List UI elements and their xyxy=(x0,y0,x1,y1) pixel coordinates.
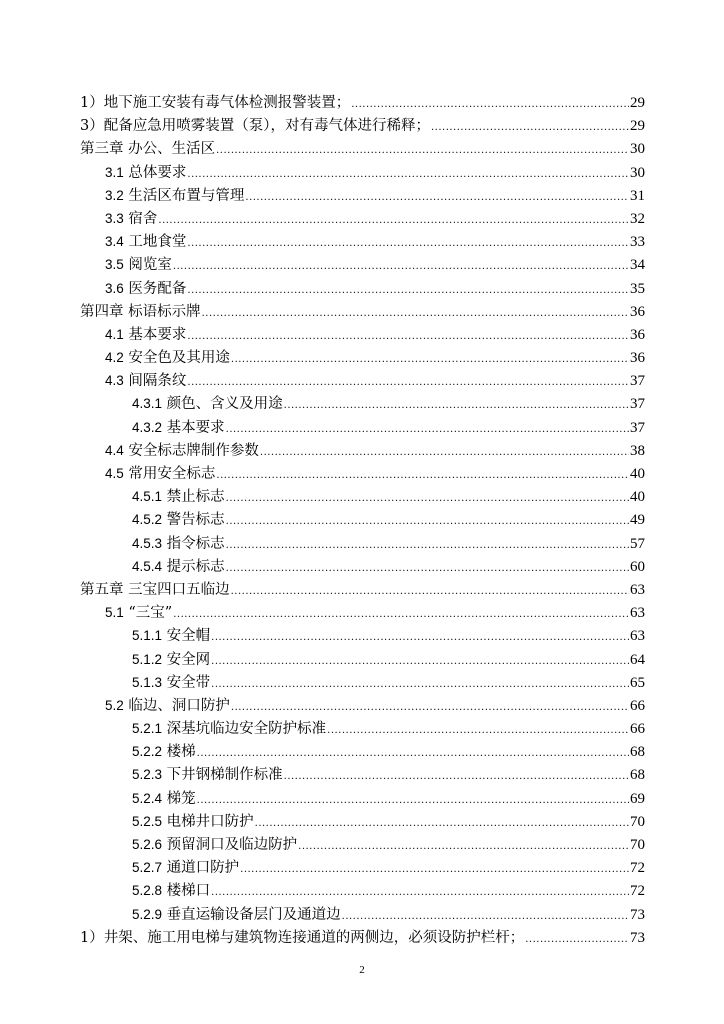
toc-entry-text: 安全带 xyxy=(166,674,211,691)
toc-entry-title xyxy=(132,740,196,761)
toc-entry-text: 基本要求 xyxy=(128,326,187,343)
dot-leader xyxy=(211,679,629,690)
toc-entry[interactable] xyxy=(80,369,645,392)
toc-entry-text: 第四章 标语标示牌 xyxy=(80,303,201,320)
dot-leader xyxy=(158,215,629,226)
dot-leader xyxy=(226,540,629,551)
toc-entry-page: 68 xyxy=(630,767,645,784)
toc-entry-title xyxy=(80,578,230,599)
dot-leader xyxy=(284,400,629,411)
toc-entry[interactable] xyxy=(80,416,645,439)
toc-entry-title xyxy=(132,833,297,854)
toc-entry[interactable] xyxy=(80,91,645,114)
toc-entry-number: 4.5.1 xyxy=(132,489,163,505)
toc-entry[interactable] xyxy=(80,694,645,717)
toc-entry-title xyxy=(132,532,225,553)
toc-entry-title xyxy=(132,485,225,506)
toc-entry-page: 30 xyxy=(630,141,645,158)
toc-entry[interactable] xyxy=(80,137,645,160)
toc-entry-number: 3.6 xyxy=(105,280,124,296)
dot-leader xyxy=(284,771,629,782)
dot-leader xyxy=(231,702,629,713)
dot-leader xyxy=(211,632,629,643)
toc-entry-page: 33 xyxy=(630,234,645,251)
toc-entry-title xyxy=(80,137,215,158)
toc-entry[interactable] xyxy=(80,346,645,369)
toc-entry-number: 4.3.2 xyxy=(132,419,163,435)
toc-entry[interactable] xyxy=(80,879,645,902)
toc-entry-title xyxy=(80,300,201,321)
toc-entry-page: 69 xyxy=(630,790,645,807)
dot-leader xyxy=(187,169,629,180)
toc-entry-page: 37 xyxy=(630,373,645,390)
toc-entry-page: 60 xyxy=(630,558,645,575)
toc-entry-title xyxy=(105,601,172,622)
toc-entry-text: 医务配备 xyxy=(128,280,187,297)
toc-entry[interactable] xyxy=(80,253,645,276)
toc-entry-title xyxy=(105,369,186,390)
toc-entry-text: 安全标志牌制作参数 xyxy=(128,442,259,459)
dot-leader xyxy=(226,516,629,527)
toc-entry-text: 1）井架、施工用电梯与建筑物连接通道的两侧边，必须设防护栏杆； xyxy=(80,929,525,946)
toc-entry-text: 临边、洞口防护 xyxy=(128,697,230,714)
toc-entry-number: 4.2 xyxy=(105,350,124,366)
toc-entry-text: 通道口防护 xyxy=(166,860,240,877)
toc-entry-page: 49 xyxy=(630,512,645,529)
dot-leader xyxy=(351,99,629,110)
toc-entry[interactable] xyxy=(80,648,645,671)
toc-entry-title xyxy=(132,810,254,831)
toc-entry-text: 生活区布置与管理 xyxy=(128,187,245,204)
toc-entry-page: 37 xyxy=(630,396,645,413)
dot-leader xyxy=(226,493,629,504)
dot-leader xyxy=(187,377,629,388)
toc-entry-text: 总体要求 xyxy=(128,164,187,181)
toc-entry-number: 3.1 xyxy=(105,164,124,180)
toc-entry-page: 32 xyxy=(630,210,645,227)
toc-entry-number: 4.5.2 xyxy=(132,512,163,528)
toc-entry-title xyxy=(132,508,225,529)
dot-leader xyxy=(211,656,629,667)
dot-leader xyxy=(202,308,629,319)
toc-entry-title xyxy=(132,648,210,669)
toc-entry-number: 5.2.9 xyxy=(132,906,163,922)
dot-leader xyxy=(173,261,629,272)
toc-entry-title xyxy=(132,787,196,808)
toc-entry-text: 第五章 三宝四口五临边 xyxy=(80,581,230,598)
toc-entry[interactable] xyxy=(80,926,645,949)
table-of-contents xyxy=(80,91,645,949)
toc-entry-text: “三宝” xyxy=(128,605,173,622)
toc-entry[interactable] xyxy=(80,485,645,508)
dot-leader xyxy=(240,864,629,875)
dot-leader xyxy=(197,795,629,806)
toc-entry-page: 36 xyxy=(630,303,645,320)
toc-entry[interactable] xyxy=(80,207,645,230)
toc-entry[interactable] xyxy=(80,439,645,462)
dot-leader xyxy=(226,563,629,574)
dot-leader xyxy=(260,447,629,458)
toc-entry-text: 安全帽 xyxy=(166,628,211,645)
toc-entry-number: 4.5.4 xyxy=(132,558,163,574)
toc-entry-page: 40 xyxy=(630,466,645,482)
dot-leader xyxy=(255,818,629,829)
toc-entry-title xyxy=(132,879,210,900)
toc-entry-title xyxy=(105,161,186,182)
toc-entry-title xyxy=(80,114,430,135)
toc-entry-page: 37 xyxy=(630,419,645,436)
toc-entry-page: 63 xyxy=(630,581,645,598)
toc-entry-title xyxy=(80,91,350,112)
toc-entry[interactable] xyxy=(80,161,645,184)
toc-entry-text: 3）配备应急用喷雾装置（泵），对有毒气体进行稀释； xyxy=(80,118,430,135)
toc-entry-title xyxy=(132,856,239,877)
toc-entry-page: 34 xyxy=(630,257,645,274)
toc-entry-text: 指令标志 xyxy=(166,535,225,552)
toc-entry-title xyxy=(105,184,244,205)
toc-entry[interactable] xyxy=(80,508,645,531)
toc-entry-page: 70 xyxy=(630,813,645,830)
toc-entry-number: 5.2.7 xyxy=(132,860,163,876)
toc-entry[interactable] xyxy=(80,717,645,740)
toc-entry-page: 64 xyxy=(630,651,645,668)
dot-leader xyxy=(211,887,629,898)
toc-entry[interactable] xyxy=(80,763,645,786)
toc-entry-number: 3.3 xyxy=(105,210,124,226)
dot-leader xyxy=(197,748,629,759)
dot-leader xyxy=(216,470,629,481)
toc-entry-number: 4.1 xyxy=(105,326,124,342)
toc-entry-page: 63 xyxy=(630,628,645,645)
toc-entry[interactable] xyxy=(80,833,645,856)
toc-entry-number: 5.2.8 xyxy=(132,883,163,899)
toc-entry-page: 38 xyxy=(630,442,645,459)
toc-entry[interactable] xyxy=(80,323,645,346)
toc-entry-page: 66 xyxy=(630,721,645,738)
toc-entry-page: 73 xyxy=(630,929,645,946)
toc-entry-text: 工地食堂 xyxy=(128,234,187,251)
dot-leader xyxy=(327,725,629,736)
toc-entry-page: 73 xyxy=(630,906,645,923)
toc-entry-text: 禁止标志 xyxy=(166,489,225,506)
toc-entry[interactable] xyxy=(80,671,645,694)
toc-entry-title xyxy=(132,717,326,738)
dot-leader xyxy=(231,354,629,365)
toc-entry-title xyxy=(105,694,230,715)
toc-entry-title xyxy=(132,903,341,924)
toc-entry[interactable] xyxy=(80,277,645,300)
dot-leader xyxy=(431,122,629,133)
toc-entry-title xyxy=(80,926,524,947)
toc-entry-page: 29 xyxy=(630,95,645,111)
toc-entry-page: 29 xyxy=(630,118,645,135)
toc-entry-number: 5.1 xyxy=(105,605,124,621)
toc-entry-text: 常用安全标志 xyxy=(128,466,216,482)
toc-entry[interactable] xyxy=(80,462,645,485)
toc-entry-title xyxy=(105,207,157,228)
toc-entry-number: 5.2.6 xyxy=(132,837,163,852)
toc-entry-text: 安全网 xyxy=(166,651,211,668)
toc-entry-text: 安全色及其用途 xyxy=(128,350,230,367)
toc-entry[interactable] xyxy=(80,114,645,137)
toc-entry-text: 深基坑临边安全防护标准 xyxy=(166,721,327,738)
toc-entry-number: 5.2 xyxy=(105,697,124,713)
toc-entry-page: 72 xyxy=(630,860,645,877)
dot-leader xyxy=(187,238,629,249)
toc-entry-title xyxy=(105,462,215,483)
dot-leader xyxy=(216,145,629,156)
toc-entry-title xyxy=(105,253,172,274)
toc-entry-number: 4.4 xyxy=(105,442,124,458)
dot-leader xyxy=(342,911,629,922)
toc-entry[interactable] xyxy=(80,903,645,926)
toc-entry-title xyxy=(105,230,186,251)
toc-entry-number: 3.2 xyxy=(105,187,124,203)
toc-entry-title xyxy=(132,416,225,437)
toc-entry-title xyxy=(132,392,283,413)
toc-entry[interactable] xyxy=(80,810,645,833)
toc-entry-text: 提示标志 xyxy=(166,558,225,575)
toc-entry-page: 57 xyxy=(630,535,645,552)
toc-entry[interactable] xyxy=(80,300,645,323)
toc-entry-text: 楼梯口 xyxy=(166,883,211,900)
toc-entry-page: 31 xyxy=(630,187,645,204)
dot-leader xyxy=(187,285,629,296)
toc-entry[interactable] xyxy=(80,856,645,879)
toc-entry-text: 宿舍 xyxy=(128,210,158,227)
toc-entry-text: 楼梯 xyxy=(166,744,196,761)
toc-entry[interactable] xyxy=(80,230,645,253)
toc-entry-text: 警告标志 xyxy=(166,512,225,529)
toc-entry-text: 基本要求 xyxy=(166,419,225,436)
toc-entry-number: 5.1.2 xyxy=(132,651,163,667)
dot-leader xyxy=(173,609,629,620)
toc-entry-number: 3.4 xyxy=(105,234,124,250)
toc-entry-number: 5.2.5 xyxy=(132,813,163,829)
toc-entry-text: 第三章 办公、生活区 xyxy=(80,141,216,158)
toc-entry-number: 4.5.3 xyxy=(132,535,163,551)
toc-entry-number: 3.5 xyxy=(105,257,124,273)
toc-entry[interactable] xyxy=(80,787,645,810)
toc-entry-title xyxy=(105,346,230,367)
toc-entry-page: 30 xyxy=(630,164,645,181)
toc-entry-page: 63 xyxy=(630,605,645,622)
toc-entry[interactable] xyxy=(80,578,645,601)
toc-entry-page: 40 xyxy=(630,489,645,506)
toc-entry-page: 36 xyxy=(630,350,645,367)
toc-entry-text: 电梯井口防护 xyxy=(166,813,254,830)
toc-entry-title xyxy=(132,763,283,784)
toc-entry-number: 4.3.1 xyxy=(132,396,163,412)
toc-entry-number: 5.2.2 xyxy=(132,744,163,760)
toc-entry-title xyxy=(105,277,186,298)
toc-entry-number: 5.2.3 xyxy=(132,767,163,783)
dot-leader xyxy=(525,934,629,945)
toc-entry[interactable] xyxy=(80,624,645,647)
toc-entry-title xyxy=(132,671,210,692)
toc-entry[interactable] xyxy=(80,532,645,555)
toc-entry-text: 间隔条纹 xyxy=(128,373,187,390)
toc-entry-page: 72 xyxy=(630,883,645,900)
toc-entry-page: 65 xyxy=(630,674,645,691)
dot-leader xyxy=(298,841,629,852)
toc-entry-page: 35 xyxy=(630,280,645,297)
page-number: 2 xyxy=(359,964,365,976)
toc-entry-text: 预留洞口及临边防护 xyxy=(166,837,298,853)
toc-entry-page: 70 xyxy=(630,837,645,853)
dot-leader xyxy=(187,331,629,342)
toc-entry[interactable] xyxy=(80,740,645,763)
toc-entry-text: 下井钢梯制作标准 xyxy=(166,767,283,784)
toc-entry-text: 1）地下施工安装有毒气体检测报警装置； xyxy=(80,95,351,111)
toc-entry[interactable] xyxy=(80,184,645,207)
dot-leader xyxy=(245,192,629,203)
toc-entry-page: 36 xyxy=(630,326,645,343)
toc-entry-text: 垂直运输设备层门及通道边 xyxy=(166,906,341,923)
toc-entry-number: 5.2.1 xyxy=(132,721,163,737)
toc-entry-number: 5.1.1 xyxy=(132,628,163,644)
toc-entry-number: 4.3 xyxy=(105,373,124,389)
dot-leader xyxy=(231,586,629,597)
toc-entry[interactable] xyxy=(80,392,645,415)
toc-entry-text: 阅览室 xyxy=(128,257,172,274)
toc-entry-title xyxy=(132,555,225,576)
dot-leader xyxy=(226,424,629,435)
toc-entry-text: 梯笼 xyxy=(166,790,196,807)
toc-entry-title xyxy=(105,323,186,344)
toc-entry-number: 5.2.4 xyxy=(132,790,163,806)
toc-entry-title xyxy=(105,439,259,460)
toc-entry-number: 4.5 xyxy=(105,466,124,481)
toc-entry[interactable] xyxy=(80,601,645,624)
toc-entry-text: 颜色、含义及用途 xyxy=(166,396,283,413)
toc-entry[interactable] xyxy=(80,555,645,578)
toc-entry-title xyxy=(132,624,210,645)
toc-entry-page: 66 xyxy=(630,697,645,714)
toc-entry-number: 5.1.3 xyxy=(132,674,163,690)
toc-entry-page: 68 xyxy=(630,744,645,761)
